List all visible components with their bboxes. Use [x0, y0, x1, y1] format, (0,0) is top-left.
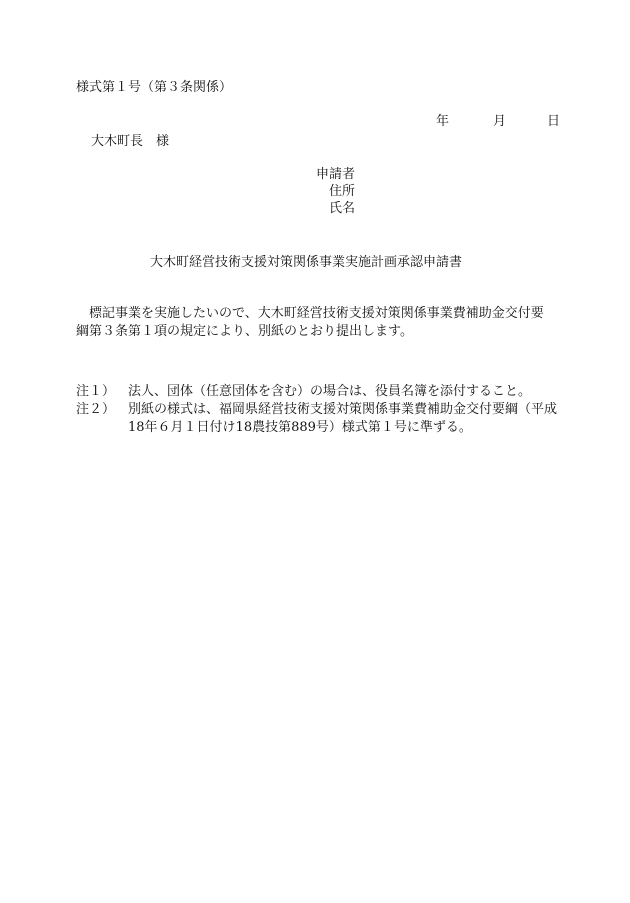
applicant-block [316, 168, 355, 219]
note-text: 法人、団体（任意団体を含む）の場合は、役員名簿を添付すること。 [128, 384, 532, 399]
form-number: 様式第１号（第３条関係） [76, 80, 233, 95]
date-line [436, 115, 560, 128]
date-month-label: 月 [493, 114, 507, 129]
note-label: 注１） [76, 384, 116, 399]
note-text: 別紙の様式は、福岡県経営技術支援対策関係事業費補助金交付要綱（平成18年６月１日付け18農技第889号）様式第１号に準ずる。 [128, 402, 558, 435]
body-paragraph [76, 305, 560, 341]
document-title: 大木町経営技術支援対策関係事業実施計画承認申請書 [150, 255, 463, 270]
notes-list [76, 383, 560, 437]
applicant-address-label: 住所 [329, 184, 356, 199]
applicant-name-label: 氏名 [329, 201, 356, 216]
body-line-1: 標記事業を実施したいので、大木町経営技術支援対策関係事業費補助金交付要 [89, 306, 544, 321]
date-year-label: 年 [436, 114, 450, 129]
addressee: 大木町長 様 [91, 134, 170, 149]
body-line-2: 綱第３条第１項の規定により、別紙のとおり提出します。 [76, 324, 413, 339]
note-item [76, 401, 560, 437]
note-item [76, 383, 560, 401]
applicant-heading: 申請者 [316, 167, 356, 182]
date-day-label: 日 [547, 114, 561, 129]
note-label: 注２） [76, 402, 116, 417]
